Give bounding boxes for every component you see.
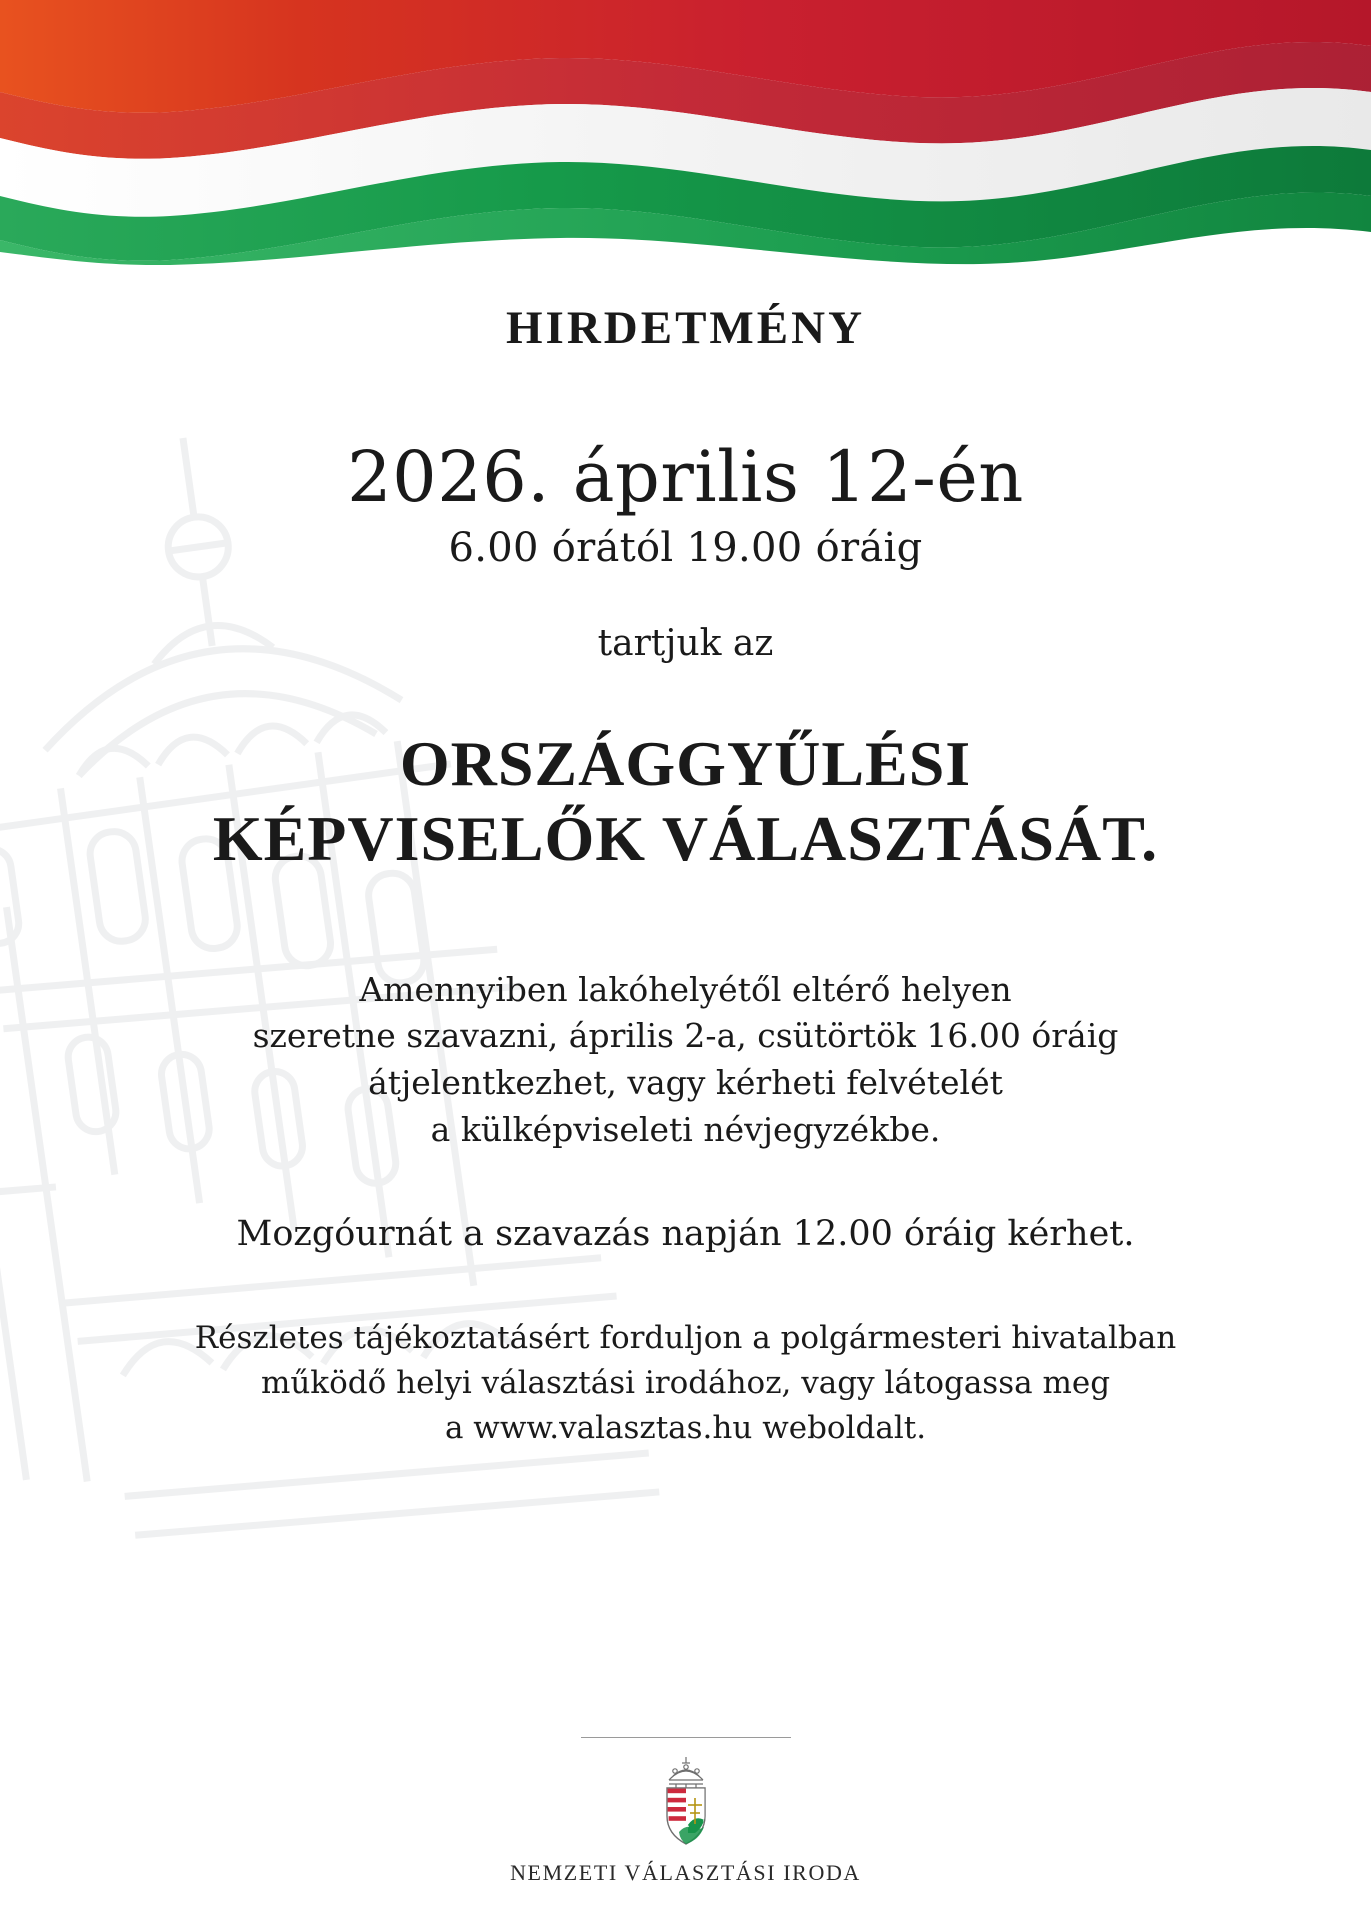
paragraph-line: Részletes tájékoztatásért forduljon a polgármesteri hivatalban [194,1319,1177,1356]
paragraph-line: a külképviseleti névjegyzékbe. [430,1110,941,1150]
paragraph-line: Amennyiben lakóhelyétől eltérő helyen [359,969,1012,1009]
paragraph-line: átjelentkezhet, vagy kérheti felvételét [368,1063,1003,1103]
paragraph-absentee-voting [0,967,1371,1154]
paragraph-more-information [0,1316,1371,1451]
hungarian-flag-ribbon [0,0,1371,265]
paragraph-line: szeretne szavazni, április 2-a, csütörtök 16.00 óráig [252,1016,1119,1056]
hungarian-coat-of-arms-icon [649,1754,723,1850]
paragraph-line: a www.valasztas.hu weboldalt. [444,1409,927,1446]
election-date: 2026. április 12-én [347,436,1024,518]
page-title: HIRDETMÉNY [505,302,866,354]
paragraph-line: működő helyi választási irodához, vagy látogassa meg [260,1364,1111,1401]
paragraph-mobile-ballot-box [0,1210,1371,1260]
footer [0,1737,1371,1886]
footer-organization-name: NEMZETI VÁLASZTÁSI IRODA [510,1860,861,1885]
election-name [0,726,1371,877]
announcement-content [0,265,1371,1450]
footer-divider [581,1737,791,1738]
lead-in-text: tartjuk az [597,622,774,664]
election-hours: 6.00 órától 19.00 óráig [448,524,923,571]
election-name-line-2: KÉPVISELŐK VÁLASZTÁSÁT. [212,803,1159,875]
paragraph-line: Mozgóurnát a szavazás napján 12.00 óráig kérhet. [236,1213,1135,1254]
election-name-line-1: ORSZÁGGYŰLÉSI [399,727,972,799]
